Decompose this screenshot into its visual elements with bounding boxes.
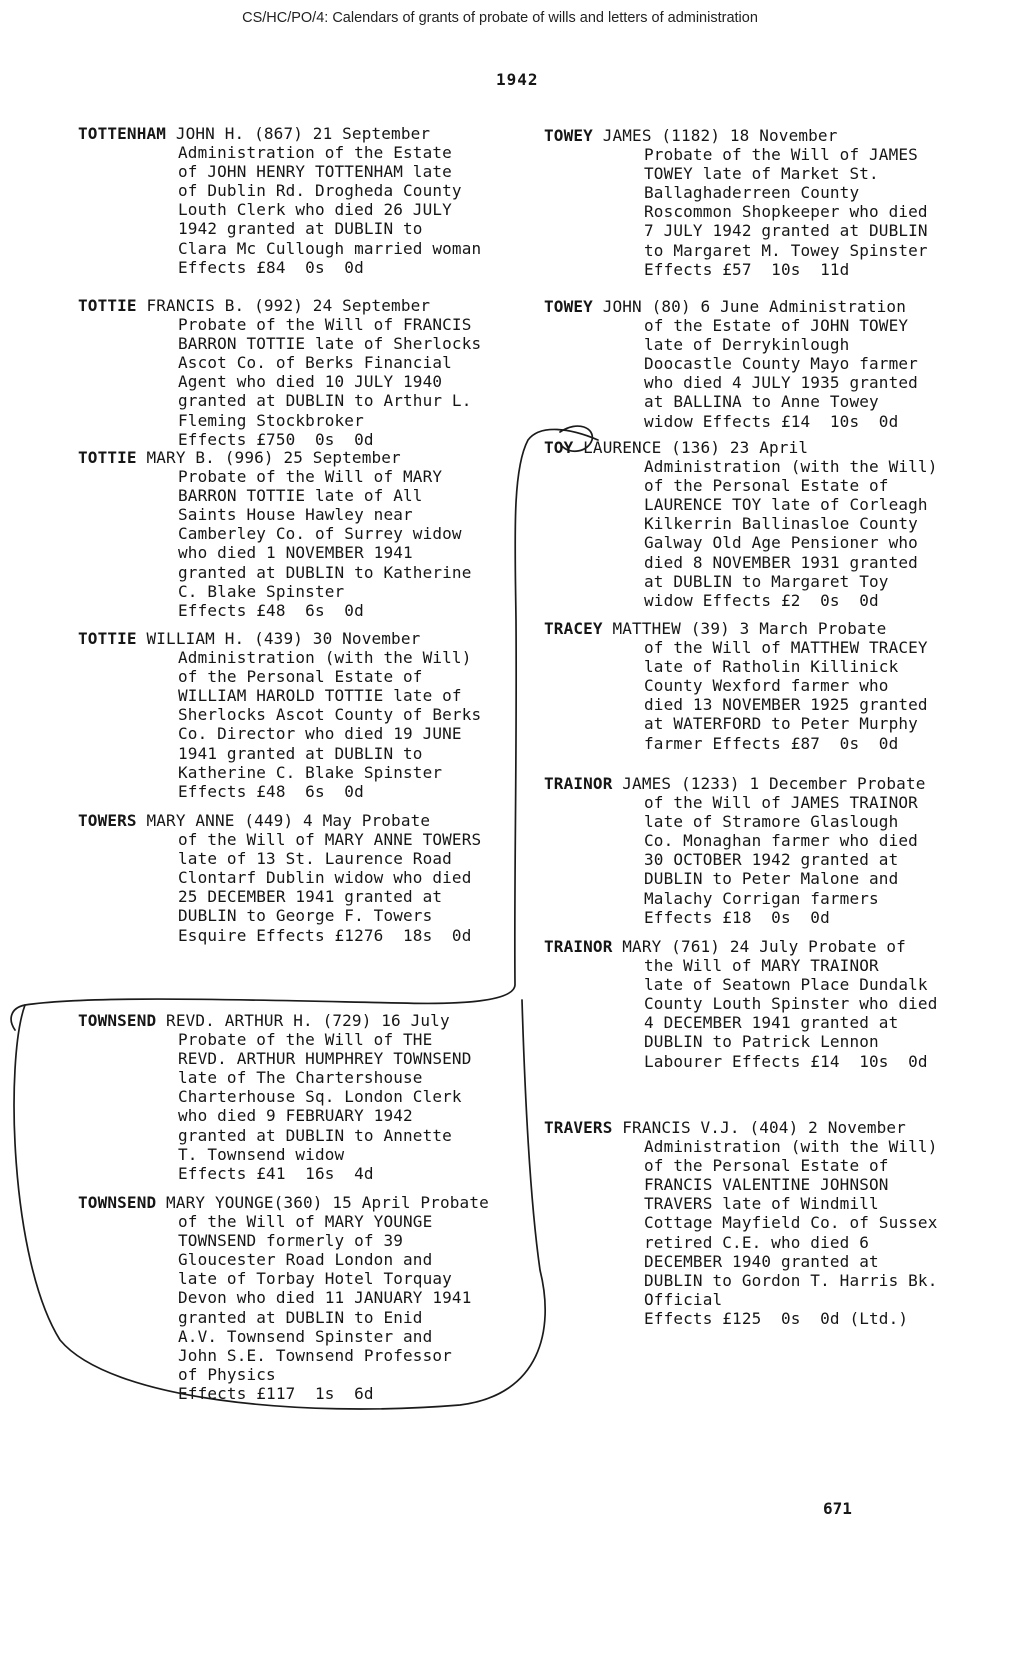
entry-text-line: 4 DECEMBER 1941 granted at (644, 1013, 899, 1033)
entry-text-line: DUBLIN to Gordon T. Harris Bk. (644, 1270, 938, 1290)
entry-heading (544, 438, 937, 457)
page-number: 671 (823, 1499, 852, 1518)
entry-heading-detail: MARY (761) 24 July Probate of (612, 937, 906, 956)
probate-entry (78, 811, 481, 945)
entry-text-line: Clontarf Dublin widow who died (178, 868, 472, 888)
entry-heading (78, 1193, 489, 1212)
entry-text-line: Malachy Corrigan farmers (644, 888, 879, 908)
entry-heading-detail: JOHN H. (867) 21 September (166, 124, 431, 143)
entry-text-line: Effects £18 0s 0d (644, 907, 830, 927)
probate-entry (78, 629, 481, 801)
entry-heading (544, 619, 928, 638)
entry-text-line: at DUBLIN to Margaret Toy (644, 571, 889, 591)
year-heading: 1942 (496, 70, 539, 89)
entry-text-line: 30 OCTOBER 1942 granted at (644, 850, 899, 870)
entry-text-line: Roscommon Shopkeeper who died (644, 202, 928, 222)
entry-text-line: Co. Director who died 19 JUNE (178, 724, 462, 744)
entry-text-line: late of Stramore Glaslough (644, 812, 899, 832)
entry-surname: TOTTIE (78, 629, 137, 648)
entry-text-line: REVD. ARTHUR HUMPHREY TOWNSEND (178, 1049, 472, 1069)
probate-entry (544, 126, 928, 279)
entry-heading-detail: LAURENCE (136) 23 April (573, 438, 809, 457)
entry-text-line: of the Estate of JOHN TOWEY (644, 316, 909, 336)
entry-text-line: John S.E. Townsend Professor (178, 1345, 452, 1365)
entry-heading (78, 296, 481, 315)
entry-heading (544, 297, 918, 316)
entry-surname: TOWERS (78, 811, 137, 830)
entry-text-line: Cottage Mayfield Co. of Sussex (644, 1213, 938, 1233)
entry-text-line: of the Personal Estate of (644, 1156, 889, 1176)
entry-text-line: Co. Monaghan farmer who died (644, 831, 918, 851)
entry-heading-detail: MARY B. (996) 25 September (136, 448, 401, 467)
entry-surname: TOTTIE (78, 448, 137, 467)
entry-heading (78, 124, 481, 143)
entry-text-line: of Physics (178, 1364, 276, 1384)
entry-text-line: TOWEY late of Market St. (644, 164, 879, 184)
entry-text-line: of the Personal Estate of (644, 476, 889, 496)
entry-text-line: Fleming Stockbroker (178, 410, 364, 430)
entry-text-line: Effects £48 6s 0d (178, 781, 364, 801)
probate-entry (544, 1118, 937, 1328)
entry-text-line: Administration (with the Will) (178, 648, 472, 668)
entry-text-line: Louth Clerk who died 26 JULY (178, 200, 452, 220)
entry-heading (78, 811, 481, 830)
entry-text-line: Esquire Effects £1276 18s 0d (178, 925, 472, 945)
probate-entry (78, 296, 481, 449)
entry-text-line: BARRON TOTTIE late of Sherlocks (178, 334, 482, 354)
entry-heading (544, 774, 926, 793)
entry-text-line: late of 13 St. Laurence Road (178, 849, 452, 869)
entry-heading-detail: REVD. ARTHUR H. (729) 16 July (156, 1011, 450, 1030)
entry-heading-detail: JOHN (80) 6 June Administration (592, 297, 906, 316)
entry-heading-detail: MARY YOUNGE(360) 15 April Probate (156, 1193, 489, 1212)
probate-entry (78, 1193, 489, 1403)
entry-heading-detail: FRANCIS V.J. (404) 2 November (612, 1118, 906, 1137)
entry-text-line: granted at DUBLIN to Annette (178, 1125, 452, 1145)
entry-text-line: Probate of the Will of MARY (178, 467, 443, 487)
entry-heading (544, 126, 928, 145)
entry-text-line: DUBLIN to George F. Towers (178, 906, 433, 926)
entry-text-line: TRAVERS late of Windmill (644, 1194, 879, 1214)
entry-text-line: granted at DUBLIN to Enid (178, 1307, 423, 1327)
entry-surname: TRAINOR (544, 774, 613, 793)
entry-text-line: A.V. Townsend Spinster and (178, 1326, 433, 1346)
probate-entry (78, 124, 481, 277)
entry-heading (544, 1118, 937, 1137)
entry-heading-detail: WILLIAM H. (439) 30 November (136, 629, 421, 648)
entry-surname: TOTTENHAM (78, 124, 167, 143)
entry-text-line: late of The Chartershouse (178, 1068, 423, 1088)
entry-surname: TOWEY (544, 126, 593, 145)
entry-text-line: retired C.E. who died 6 (644, 1232, 870, 1252)
entry-text-line: Devon who died 11 JANUARY 1941 (178, 1288, 472, 1308)
entry-text-line: WILLIAM HAROLD TOTTIE late of (178, 686, 462, 706)
entry-text-line: who died 4 JULY 1935 granted (644, 373, 918, 393)
entry-text-line: of the Will of MARY YOUNGE (178, 1212, 433, 1232)
entry-text-line: LAURENCE TOY late of Corleagh (644, 495, 928, 515)
entry-text-line: late of Ratholin Killinick (644, 657, 899, 677)
entry-text-line: Effects £41 16s 4d (178, 1163, 374, 1183)
entry-text-line: 25 DECEMBER 1941 granted at (178, 887, 443, 907)
entry-text-line: Labourer Effects £14 10s 0d (644, 1051, 928, 1071)
probate-entry (544, 297, 918, 431)
entry-heading-detail: MARY ANNE (449) 4 May Probate (136, 811, 431, 830)
entry-surname: TRAINOR (544, 937, 613, 956)
entry-text-line: Effects £117 1s 6d (178, 1383, 374, 1403)
entry-text-line: Effects £57 10s 11d (644, 259, 850, 279)
entry-text-line: DUBLIN to Patrick Lennon (644, 1032, 879, 1052)
entry-surname: TRAVERS (544, 1118, 613, 1137)
entry-heading-detail: MATTHEW (39) 3 March Probate (602, 619, 887, 638)
entry-text-line: C. Blake Spinster (178, 581, 345, 601)
entry-heading (78, 448, 471, 467)
entry-text-line: the Will of MARY TRAINOR (644, 956, 879, 976)
entry-surname: TOWNSEND (78, 1011, 157, 1030)
entry-text-line: granted at DUBLIN to Arthur L. (178, 391, 472, 411)
entry-text-line: of the Will of MARY ANNE TOWERS (178, 830, 482, 850)
entry-text-line: Effects £48 6s 0d (178, 600, 364, 620)
probate-entry (544, 438, 937, 610)
entry-surname: TOY (544, 438, 574, 457)
probate-entry (544, 774, 926, 927)
entry-text-line: Probate of the Will of JAMES (644, 145, 918, 165)
entry-heading-detail: JAMES (1233) 1 December Probate (612, 774, 926, 793)
entry-text-line: who died 9 FEBRUARY 1942 (178, 1106, 413, 1126)
entry-text-line: Ballaghaderreen County (644, 183, 860, 203)
entry-heading-detail: JAMES (1182) 18 November (592, 126, 838, 145)
entry-text-line: who died 1 NOVEMBER 1941 (178, 543, 413, 563)
entry-surname: TOWEY (544, 297, 593, 316)
entry-text-line: widow Effects £2 0s 0d (644, 590, 879, 610)
entry-text-line: TOWNSEND formerly of 39 (178, 1231, 404, 1251)
entry-text-line: Effects £125 0s 0d (Ltd.) (644, 1308, 909, 1328)
entry-text-line: of JOHN HENRY TOTTENHAM late (178, 162, 452, 182)
entry-heading (544, 937, 937, 956)
entry-text-line: T. Townsend widow (178, 1144, 345, 1164)
entry-text-line: at WATERFORD to Peter Murphy (644, 714, 918, 734)
probate-entry (544, 937, 937, 1071)
entry-text-line: late of Seatown Place Dundalk (644, 975, 928, 995)
entry-text-line: Sherlocks Ascot County of Berks (178, 705, 482, 725)
entry-text-line: died 8 NOVEMBER 1931 granted (644, 552, 918, 572)
entry-text-line: Administration (with the Will) (644, 457, 938, 477)
entry-text-line: Official (644, 1289, 723, 1309)
probate-entry (78, 448, 471, 620)
entry-text-line: Effects £84 0s 0d (178, 257, 364, 277)
entry-text-line: of the Will of JAMES TRAINOR (644, 793, 918, 813)
entry-text-line: Charterhouse Sq. London Clerk (178, 1087, 462, 1107)
entry-heading (78, 629, 481, 648)
entry-text-line: Clara Mc Cullough married woman (178, 238, 482, 258)
entry-text-line: Effects £750 0s 0d (178, 429, 374, 449)
entry-text-line: farmer Effects £87 0s 0d (644, 733, 899, 753)
entry-text-line: Ascot Co. of Berks Financial (178, 353, 452, 373)
entry-text-line: DECEMBER 1940 granted at (644, 1251, 879, 1271)
probate-entry (544, 619, 928, 753)
entry-text-line: Probate of the Will of FRANCIS (178, 315, 472, 335)
entry-text-line: Administration of the Estate (178, 143, 452, 163)
entry-text-line: 1942 granted at DUBLIN to (178, 219, 423, 239)
entry-text-line: late of Torbay Hotel Torquay (178, 1269, 452, 1289)
entry-text-line: of the Will of MATTHEW TRACEY (644, 638, 928, 658)
entry-text-line: Katherine C. Blake Spinster (178, 762, 443, 782)
entry-text-line: BARRON TOTTIE late of All (178, 486, 423, 506)
entry-text-line: Administration (with the Will) (644, 1137, 938, 1157)
entry-heading-detail: FRANCIS B. (992) 24 September (136, 296, 431, 315)
entry-text-line: of the Personal Estate of (178, 667, 423, 687)
entry-text-line: at BALLINA to Anne Towey (644, 392, 879, 412)
probate-entry (78, 1011, 471, 1183)
entry-text-line: 1941 granted at DUBLIN to (178, 743, 423, 763)
entry-text-line: Galway Old Age Pensioner who (644, 533, 918, 553)
entry-text-line: Saints House Hawley near (178, 505, 413, 525)
entry-text-line: 7 JULY 1942 granted at DUBLIN (644, 221, 928, 241)
entry-text-line: FRANCIS VALENTINE JOHNSON (644, 1175, 889, 1195)
entry-text-line: late of Derrykinlough (644, 335, 850, 355)
entry-text-line: Camberley Co. of Surrey widow (178, 524, 462, 544)
entry-text-line: widow Effects £14 10s 0d (644, 411, 899, 431)
entry-text-line: Kilkerrin Ballinasloe County (644, 514, 918, 534)
entry-text-line: to Margaret M. Towey Spinster (644, 240, 928, 260)
entry-text-line: Probate of the Will of THE (178, 1030, 433, 1050)
entry-text-line: Agent who died 10 JULY 1940 (178, 372, 443, 392)
entry-text-line: of Dublin Rd. Drogheda County (178, 181, 462, 201)
entry-text-line: granted at DUBLIN to Katherine (178, 562, 472, 582)
entry-surname: TOWNSEND (78, 1193, 157, 1212)
entry-text-line: Doocastle County Mayo farmer (644, 354, 918, 374)
entry-surname: TRACEY (544, 619, 603, 638)
entry-heading (78, 1011, 471, 1030)
entry-text-line: died 13 NOVEMBER 1925 granted (644, 695, 928, 715)
entry-text-line: County Louth Spinster who died (644, 994, 938, 1014)
entry-text-line: Gloucester Road London and (178, 1250, 433, 1270)
document-title: CS/HC/PO/4: Calendars of grants of probate of wills and letters of administration (242, 10, 758, 26)
entry-surname: TOTTIE (78, 296, 137, 315)
entry-text-line: DUBLIN to Peter Malone and (644, 869, 899, 889)
entry-text-line: County Wexford farmer who (644, 676, 889, 696)
